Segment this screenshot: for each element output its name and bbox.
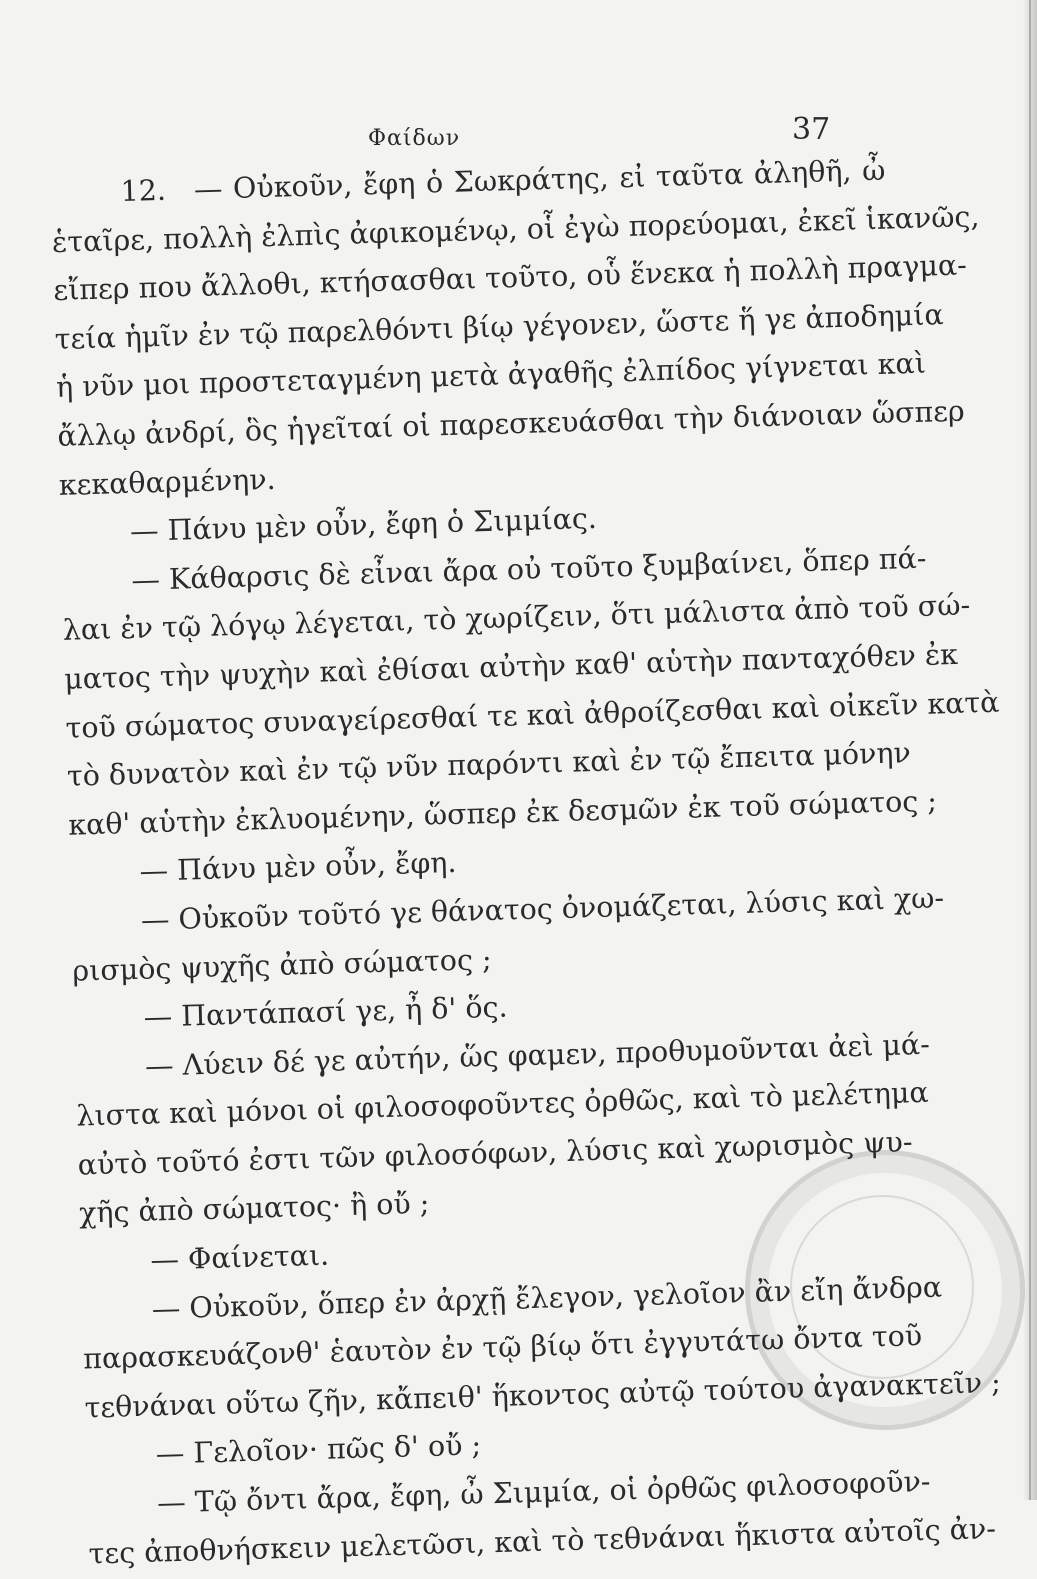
text-line: ἄλλῳ ἀνδρί, ὃς ἡγεῖταί οἱ παρεσκευάσθαι τὴν διάνοιαν ὥσπερ <box>56 394 966 453</box>
text-line: — Παντάπασί γε, ἦ δ' ὅς. <box>143 990 508 1034</box>
text-line: λιστα καὶ μόνοι οἱ φιλοσοφοῦντες ὀρθῶς, καὶ τὸ μελέτημα <box>75 1076 930 1133</box>
text-line: τεία ἡμῖν ἐν τῷ παρελθόντι βίῳ γέγονεν, ὥστε ἥ γε ἀποδημία <box>54 297 945 356</box>
text-line: ἡ νῦν μοι προστεταγμένη μετὰ ἀγαθῆς ἐλπίδος γίγνεται καὶ <box>55 347 927 405</box>
text-line: τοῦ σώματος συναγείρεσθαί τε καὶ ἀθροίζεσθαι καὶ οἰκεῖν κατὰ <box>65 685 1000 745</box>
page-number: 37 <box>792 112 831 147</box>
text-line: ματος τὴν ψυχὴν καὶ ἐθίσαι αὐτὴν καθ' αὑτὴν πανταχόθεν ἐκ <box>63 637 959 696</box>
body-text <box>50 147 1002 1579</box>
text-line: — Γελοῖον· πῶς δ' οὔ ; <box>155 1428 482 1471</box>
text-line: τεθνάναι οὕτω ζῆν, κἄπειθ' ἥκοντος αὐτῷ τούτου ἀγανακτεῖν ; <box>84 1365 1002 1425</box>
text-line: — Οὐκοῦν τοῦτό γε θάνατος ὀνομάζεται, λύσις καὶ χω- <box>140 881 945 937</box>
text-line: — Τῷ ὄντι ἄρα, ἔφη, ὦ Σιμμία, οἱ ὀρθῶς φιλοσοφοῦν- <box>156 1464 931 1520</box>
text-line: 12. — Οὐκοῦν, ἔφη ὁ Σωκράτης, εἰ ταῦτα ἀληθῆ, ὦ <box>120 153 886 209</box>
text-line: ρισμὸς ψυχῆς ἀπὸ σώματος ; <box>71 942 493 988</box>
section-number: 12. <box>120 173 167 209</box>
text-line: — Λύειν δέ γε αὐτήν, ὥς φαμεν, προθυμοῦνται ἀεὶ μά- <box>144 1027 931 1083</box>
text-line: τες ἀποθνήσκειν μελετῶσι, καὶ τὸ τεθνάναι ἥκιστα αὐτοῖς ἀν- <box>88 1511 997 1571</box>
text-line: — Κάθαρσις δὲ εἶναι ἄρα οὐ τοῦτο ξυμβαίνει, ὅπερ πά- <box>131 541 927 597</box>
text-line: αὐτὸ τοῦτό ἐστι τῶν φιλοσόφων, λύσις καὶ χωρισμὸς ψυ- <box>77 1125 913 1182</box>
running-title: Φαίδων <box>368 126 461 151</box>
text-line: χῆς ἀπὸ σώματος· ἢ οὔ ; <box>78 1187 430 1231</box>
text-line: ἑταῖρε, πολλὴ ἐλπὶς ἀφικομένῳ, οἷ ἐγὼ πορεύομαι, ἐκεῖ ἱκανῶς, <box>51 199 980 259</box>
text-line: — Πάνυ μὲν οὖν, ἔφη. <box>139 846 457 889</box>
text-line: παρασκευάζονθ' ἑαυτὸν ἐν τῷ βίῳ ὅτι ἐγγυτάτω ὄντα τοῦ <box>82 1319 923 1376</box>
page-edge-line <box>1029 0 1031 1500</box>
text-line: — Οὐκοῦν, ὅπερ ἐν ἀρχῇ ἔλεγον, γελοῖον ἂν εἴη ἄνδρα <box>151 1270 943 1326</box>
text-line: κεκαθαρμένην. <box>58 462 277 502</box>
text-line: καθ' αὑτὴν ἐκλυομένην, ὥσπερ ἐκ δεσμῶν ἐκ τοῦ σώματος ; <box>67 784 938 842</box>
text-line: — Πάνυ μὲν οὖν, ἔφη ὁ Σιμμίας. <box>129 502 598 549</box>
text-line: λαι ἐν τῷ λόγῳ λέγεται, τὸ χωρίζειν, ὅτι μάλιστα ἀπὸ τοῦ σώ- <box>62 588 971 648</box>
text-line: εἴπερ που ἄλλοθι, κτήσασθαι τοῦτο, οὗ ἕνεκα ἡ πολλὴ πραγμα- <box>52 248 968 308</box>
text-line: τὸ δυνατὸν καὶ ἐν τῷ νῦν παρόντι καὶ ἐν τῷ ἔπειτα μόνην <box>66 736 912 793</box>
text-line: — Φαίνεται. <box>150 1238 330 1277</box>
